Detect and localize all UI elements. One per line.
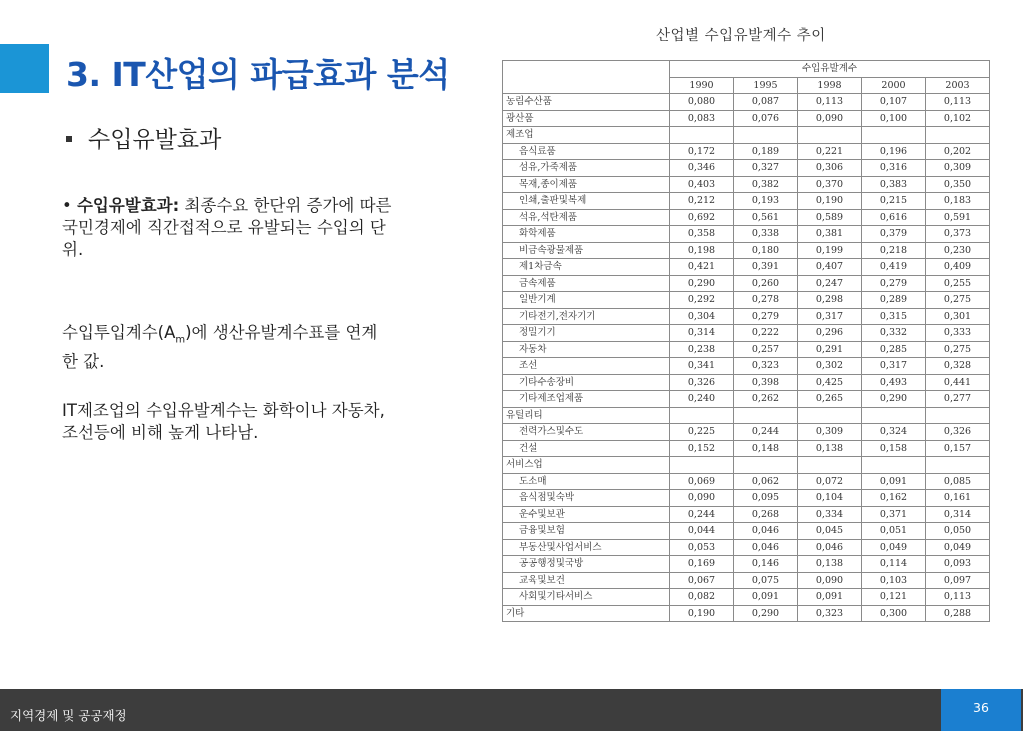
coefficient-cell: 0,358 (670, 226, 734, 243)
coefficient-cell: 0,146 (734, 556, 798, 573)
coefficient-cell: 0,193 (734, 193, 798, 210)
coefficient-cell: 0,044 (670, 523, 734, 540)
coefficient-cell: 0,218 (862, 242, 926, 259)
coefficient-cell: 0,152 (670, 440, 734, 457)
coefficient-cell: 0,097 (926, 572, 990, 589)
industry-label: 기타제조업제품 (503, 391, 670, 408)
table-row (503, 176, 990, 193)
coefficient-cell: 0,346 (670, 160, 734, 177)
bullet-icon: • (62, 196, 72, 215)
coefficient-cell: 0,100 (862, 110, 926, 127)
coefficient-cell: 0,190 (798, 193, 862, 210)
table-row (503, 259, 990, 276)
table-caption: 산업별 수입유발계수 추이 (656, 28, 826, 44)
coefficient-cell: 0,309 (798, 424, 862, 441)
coefficient-cell (926, 407, 990, 424)
industry-label: 목재,종이제품 (503, 176, 670, 193)
coefficient-cell: 0,076 (734, 110, 798, 127)
footer-bar (0, 689, 1023, 731)
coefficient-cell: 0,290 (670, 275, 734, 292)
coefficient-cell: 0,288 (926, 605, 990, 622)
slide-title: 3. IT산업의 파급효과 분석 (66, 55, 450, 94)
coefficient-cell: 0,091 (798, 589, 862, 606)
industry-label: 석유,석탄제품 (503, 209, 670, 226)
coefficient-cell: 0,161 (926, 490, 990, 507)
coefficient-cell (670, 457, 734, 474)
industry-label: 사회및기타서비스 (503, 589, 670, 606)
coefficient-cell: 0,085 (926, 473, 990, 490)
industry-label: 농림수산품 (503, 94, 670, 111)
coefficient-cell: 0,049 (862, 539, 926, 556)
coefficient-cell: 0,403 (670, 176, 734, 193)
coefficient-cell (926, 127, 990, 144)
coefficient-cell: 0,616 (862, 209, 926, 226)
coefficient-cell: 0,409 (926, 259, 990, 276)
coefficient-cell: 0,262 (734, 391, 798, 408)
coefficient-cell: 0,062 (734, 473, 798, 490)
coefficient-cell (862, 457, 926, 474)
coefficient-cell: 0,338 (734, 226, 798, 243)
coefficient-cell: 0,328 (926, 358, 990, 375)
coefficient-cell: 0,302 (798, 358, 862, 375)
coefficient-cell: 0,315 (862, 308, 926, 325)
coefficient-cell: 0,090 (798, 110, 862, 127)
coefficient-cell (862, 127, 926, 144)
coefficient-cell: 0,298 (798, 292, 862, 309)
definition-paragraph (62, 195, 392, 261)
industry-label: 일반기계 (503, 292, 670, 309)
coefficient-cell: 0,162 (862, 490, 926, 507)
coefficient-cell: 0,196 (862, 143, 926, 160)
table-row (503, 242, 990, 259)
coefficient-cell: 0,279 (862, 275, 926, 292)
coefficient-cell: 0,072 (798, 473, 862, 490)
coefficient-cell: 0,301 (926, 308, 990, 325)
coefficient-cell (734, 457, 798, 474)
coefficient-cell: 0,069 (670, 473, 734, 490)
coefficient-cell: 0,190 (670, 605, 734, 622)
industry-label: 기타수송장비 (503, 374, 670, 391)
coefficient-cell (670, 127, 734, 144)
coefficient-cell: 0,046 (734, 539, 798, 556)
table-row (503, 127, 990, 144)
coefficient-cell: 0,095 (734, 490, 798, 507)
industry-label: 제조업 (503, 127, 670, 144)
coefficient-cell (926, 457, 990, 474)
table-row (503, 275, 990, 292)
coefficient-cell: 0,049 (926, 539, 990, 556)
coefficient-cell: 0,046 (734, 523, 798, 540)
calculation-text-start: 수입투입계수(A (62, 323, 176, 342)
industry-label: 정밀기기 (503, 325, 670, 342)
coefficient-cell: 0,114 (862, 556, 926, 573)
coefficient-cell: 0,051 (862, 523, 926, 540)
coefficient-cell: 0,212 (670, 193, 734, 210)
industry-label: 인쇄,출판및복제 (503, 193, 670, 210)
table-row (503, 193, 990, 210)
industry-label: 음식료품 (503, 143, 670, 160)
coefficient-cell: 0,103 (862, 572, 926, 589)
coefficient-cell: 0,107 (862, 94, 926, 111)
coefficient-cell: 0,244 (670, 506, 734, 523)
table-row (503, 490, 990, 507)
table-row (503, 308, 990, 325)
coefficient-cell: 0,326 (926, 424, 990, 441)
coefficient-cell: 0,314 (670, 325, 734, 342)
coefficient-cell: 0,316 (862, 160, 926, 177)
coefficient-cell: 0,334 (798, 506, 862, 523)
coefficient-cell: 0,050 (926, 523, 990, 540)
coefficient-cell: 0,157 (926, 440, 990, 457)
coefficient-cell: 0,260 (734, 275, 798, 292)
coefficient-cell: 0,290 (862, 391, 926, 408)
table-row (503, 209, 990, 226)
table-row (503, 391, 990, 408)
coefficient-cell: 0,265 (798, 391, 862, 408)
coefficient-cell: 0,292 (670, 292, 734, 309)
coefficient-cell: 0,075 (734, 572, 798, 589)
coefficient-cell: 0,255 (926, 275, 990, 292)
table-row (503, 341, 990, 358)
coefficient-cell: 0,441 (926, 374, 990, 391)
coefficient-cell: 0,080 (670, 94, 734, 111)
industry-label: 광산품 (503, 110, 670, 127)
coefficient-cell: 0,323 (798, 605, 862, 622)
section-subtitle (66, 121, 221, 154)
industry-label: 제1차금속 (503, 259, 670, 276)
industry-label: 자동차 (503, 341, 670, 358)
industry-label: 건설 (503, 440, 670, 457)
industry-label: 음식점및숙박 (503, 490, 670, 507)
coefficient-cell: 0,046 (798, 539, 862, 556)
industry-label: 화학제품 (503, 226, 670, 243)
coefficient-cell: 0,291 (798, 341, 862, 358)
table-row (503, 160, 990, 177)
coefficient-cell: 0,067 (670, 572, 734, 589)
coefficient-cell: 0,158 (862, 440, 926, 457)
table-row (503, 440, 990, 457)
table-row (503, 94, 990, 111)
coefficient-cell: 0,277 (926, 391, 990, 408)
coefficient-cell: 0,113 (926, 589, 990, 606)
calculation-paragraph (62, 322, 392, 373)
coefficient-cell: 0,398 (734, 374, 798, 391)
table-header-row (503, 61, 990, 78)
page-number: 36 (973, 700, 989, 715)
coefficient-cell (798, 457, 862, 474)
subtitle-text: 수입유발효과 (88, 127, 222, 153)
coefficient-cell: 0,332 (862, 325, 926, 342)
coefficient-cell: 0,138 (798, 556, 862, 573)
coefficient-cell: 0,244 (734, 424, 798, 441)
coefficient-cell: 0,289 (862, 292, 926, 309)
table-row (503, 358, 990, 375)
coefficient-cell: 0,240 (670, 391, 734, 408)
coefficient-cell: 0,333 (926, 325, 990, 342)
footer-text: 지역경제 및 공공재정 (10, 708, 127, 723)
coefficient-cell: 0,419 (862, 259, 926, 276)
year-header-cell: 2000 (862, 77, 926, 94)
coefficient-cell: 0,296 (798, 325, 862, 342)
title-accent-bar (0, 44, 49, 93)
coefficient-cell: 0,257 (734, 341, 798, 358)
coefficient-cell: 0,381 (798, 226, 862, 243)
finding-paragraph: IT제조업의 수입유발계수는 화학이나 자동차, 조선등에 비해 높게 나타남. (62, 401, 385, 442)
coefficient-cell: 0,198 (670, 242, 734, 259)
coefficient-cell: 0,326 (670, 374, 734, 391)
table-row (503, 556, 990, 573)
coefficient-cell: 0,087 (734, 94, 798, 111)
subscript-m: m (175, 334, 186, 346)
definition-text: 최종수요 한단위 증가에 따른 국민경제에 직간접적으로 유발되는 수입의 단위. (62, 196, 392, 259)
coefficient-cell: 0,090 (798, 572, 862, 589)
coefficient-cell: 0,589 (798, 209, 862, 226)
coefficient-cell: 0,306 (798, 160, 862, 177)
coefficient-cell: 0,350 (926, 176, 990, 193)
coefficient-cell (862, 407, 926, 424)
group-header-cell: 수입유발계수 (670, 61, 990, 78)
coefficient-cell: 0,407 (798, 259, 862, 276)
calculation-text-end: )에 생산유발계수표를 연계한 값. (62, 323, 378, 372)
coefficient-cell: 0,382 (734, 176, 798, 193)
coefficient-cell: 0,222 (734, 325, 798, 342)
industry-label: 부동산및사업서비스 (503, 539, 670, 556)
coefficient-cell: 0,225 (670, 424, 734, 441)
coefficient-cell: 0,591 (926, 209, 990, 226)
coefficient-cell (734, 127, 798, 144)
year-header-cell: 1990 (670, 77, 734, 94)
table-row (503, 589, 990, 606)
coefficient-cell: 0,113 (798, 94, 862, 111)
coefficient-cell: 0,300 (862, 605, 926, 622)
table-row (503, 539, 990, 556)
square-bullet-icon (66, 136, 72, 142)
coefficient-cell: 0,093 (926, 556, 990, 573)
year-header-cell: 1998 (798, 77, 862, 94)
table-row (503, 110, 990, 127)
table-row (503, 506, 990, 523)
industry-label: 교육및보건 (503, 572, 670, 589)
coefficient-cell: 0,323 (734, 358, 798, 375)
coefficient-cell: 0,383 (862, 176, 926, 193)
coefficient-cell: 0,425 (798, 374, 862, 391)
industry-label: 도소매 (503, 473, 670, 490)
coefficient-cell: 0,317 (862, 358, 926, 375)
coefficient-cell: 0,379 (862, 226, 926, 243)
industry-label: 서비스업 (503, 457, 670, 474)
coefficient-cell: 0,370 (798, 176, 862, 193)
industry-label: 비금속광물제품 (503, 242, 670, 259)
table-row (503, 424, 990, 441)
coefficient-cell: 0,561 (734, 209, 798, 226)
coefficient-cell (734, 407, 798, 424)
coefficient-cell: 0,053 (670, 539, 734, 556)
coefficient-cell: 0,138 (798, 440, 862, 457)
coefficient-cell: 0,391 (734, 259, 798, 276)
table-row (503, 473, 990, 490)
industry-label: 공공행정및국방 (503, 556, 670, 573)
coefficient-cell: 0,324 (862, 424, 926, 441)
coefficient-cell: 0,045 (798, 523, 862, 540)
coefficient-cell: 0,238 (670, 341, 734, 358)
coefficient-cell: 0,121 (862, 589, 926, 606)
coefficient-cell: 0,278 (734, 292, 798, 309)
industry-label: 유틸리티 (503, 407, 670, 424)
year-header-cell: 1995 (734, 77, 798, 94)
coefficient-cell: 0,215 (862, 193, 926, 210)
coefficient-cell: 0,082 (670, 589, 734, 606)
table-row (503, 292, 990, 309)
industry-label: 금속제품 (503, 275, 670, 292)
coefficient-cell: 0,221 (798, 143, 862, 160)
coefficient-cell: 0,341 (670, 358, 734, 375)
table-row (503, 457, 990, 474)
coefficient-cell: 0,290 (734, 605, 798, 622)
coefficient-cell: 0,275 (926, 341, 990, 358)
coefficient-cell: 0,202 (926, 143, 990, 160)
table-row (503, 605, 990, 622)
coefficient-cell: 0,373 (926, 226, 990, 243)
coefficient-cell: 0,493 (862, 374, 926, 391)
coefficient-cell: 0,180 (734, 242, 798, 259)
coefficient-cell: 0,309 (926, 160, 990, 177)
definition-term: 수입유발효과: (76, 196, 180, 215)
year-header-cell: 2003 (926, 77, 990, 94)
table-row (503, 407, 990, 424)
coefficient-cell: 0,314 (926, 506, 990, 523)
coefficient-cell: 0,692 (670, 209, 734, 226)
coefficient-cell: 0,083 (670, 110, 734, 127)
table-row (503, 325, 990, 342)
table-row (503, 523, 990, 540)
industry-label: 운수및보관 (503, 506, 670, 523)
coefficient-cell: 0,230 (926, 242, 990, 259)
industry-label: 조선 (503, 358, 670, 375)
industry-label: 기타 (503, 605, 670, 622)
coefficient-cell: 0,091 (862, 473, 926, 490)
table-corner-cell (503, 61, 670, 94)
coefficient-cell: 0,172 (670, 143, 734, 160)
coefficient-cell: 0,371 (862, 506, 926, 523)
coefficient-cell: 0,090 (670, 490, 734, 507)
coefficient-cell: 0,148 (734, 440, 798, 457)
coefficient-cell: 0,275 (926, 292, 990, 309)
coefficient-cell: 0,091 (734, 589, 798, 606)
coefficient-cell: 0,247 (798, 275, 862, 292)
coefficient-cell: 0,279 (734, 308, 798, 325)
coefficient-cell: 0,421 (670, 259, 734, 276)
coefficient-cell: 0,317 (798, 308, 862, 325)
coefficient-cell: 0,304 (670, 308, 734, 325)
coefficient-cell: 0,268 (734, 506, 798, 523)
table-row (503, 143, 990, 160)
industry-label: 기타전기,전자기기 (503, 308, 670, 325)
table-row (503, 572, 990, 589)
coefficient-cell: 0,285 (862, 341, 926, 358)
coefficient-cell: 0,102 (926, 110, 990, 127)
coefficient-cell: 0,104 (798, 490, 862, 507)
coefficient-cell: 0,327 (734, 160, 798, 177)
industry-label: 섬유,가죽제품 (503, 160, 670, 177)
coefficient-cell: 0,199 (798, 242, 862, 259)
table-row (503, 374, 990, 391)
coefficient-cell: 0,113 (926, 94, 990, 111)
industry-label: 전력가스및수도 (503, 424, 670, 441)
industry-label: 금융및보험 (503, 523, 670, 540)
coefficient-cell: 0,169 (670, 556, 734, 573)
table-row (503, 226, 990, 243)
coefficient-cell: 0,183 (926, 193, 990, 210)
coefficient-cell: 0,189 (734, 143, 798, 160)
coefficient-cell (670, 407, 734, 424)
coefficient-cell (798, 407, 862, 424)
import-inducement-table (502, 60, 990, 622)
coefficient-cell (798, 127, 862, 144)
